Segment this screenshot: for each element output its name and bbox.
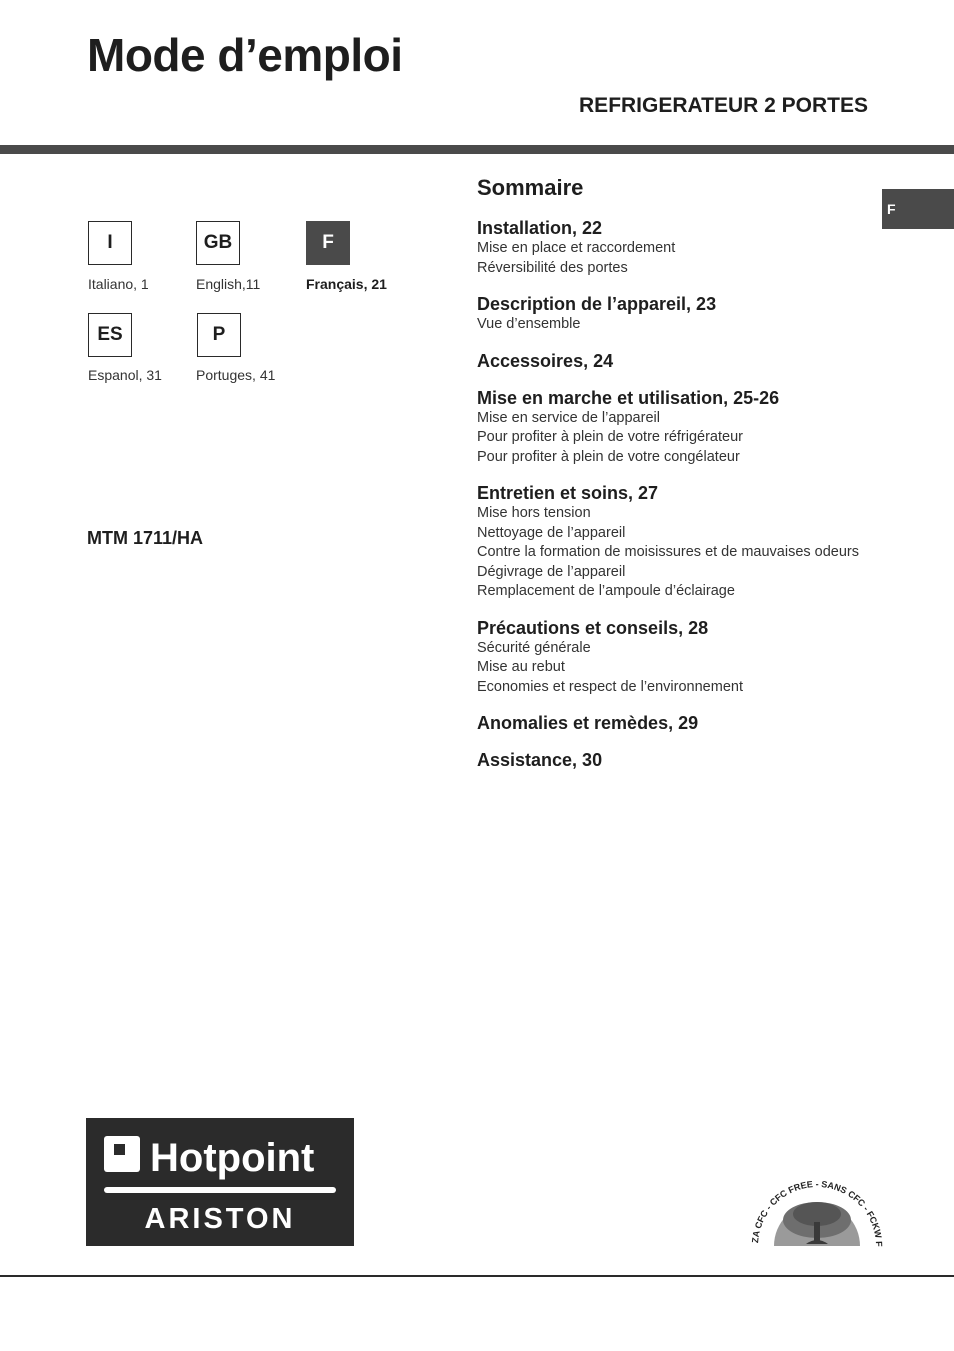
- toc-subitem: Mise en place et raccordement: [477, 240, 676, 256]
- page-title: Mode d’emploi: [87, 29, 403, 81]
- toc-subitem: Remplacement de l’ampoule d’éclairage: [477, 583, 735, 599]
- toc-section-description: [477, 293, 887, 335]
- language-box-english[interactable]: GB: [196, 221, 240, 265]
- language-caption-english: English,11: [196, 276, 261, 292]
- toc-heading[interactable]: Accessoires, 24: [477, 350, 614, 371]
- toc-subitem: Contre la formation de moisissures et de mauvaises odeurs: [477, 544, 860, 560]
- language-caption-portuguese: Portuges, 41: [196, 367, 276, 383]
- language-box-portuguese[interactable]: P: [197, 313, 241, 357]
- logo-line2: ARISTON: [144, 1203, 296, 1235]
- toc-section-assistance: [477, 749, 887, 771]
- toc-heading[interactable]: Mise en marche et utilisation, 25-26: [477, 387, 780, 408]
- toc-heading[interactable]: Anomalies et remèdes, 29: [477, 713, 699, 733]
- toc-subitem: Réversibilité des portes: [477, 259, 628, 276]
- toc-heading[interactable]: Précautions et conseils, 28: [477, 617, 709, 638]
- current-language-tab-label: F: [887, 201, 896, 217]
- toc-subitem: Mise en service de l’appareil: [477, 409, 660, 426]
- language-box-french[interactable]: F: [306, 221, 350, 265]
- hotpoint-ariston-logo: [86, 1118, 354, 1246]
- toc-title: Sommaire: [477, 175, 584, 200]
- language-caption-italian: Italiano, 1: [88, 276, 149, 292]
- cfc-free-badge: [744, 1170, 890, 1250]
- toc-heading[interactable]: Assistance, 30: [477, 750, 603, 770]
- toc-subitem: Pour profiter à plein de votre réfrigérateur: [477, 429, 743, 445]
- toc-subitem: Sécurité générale: [477, 639, 591, 656]
- logo-graphic: [86, 1118, 354, 1246]
- language-box-italian[interactable]: I: [88, 221, 132, 265]
- toc-heading[interactable]: Description de l’appareil, 23: [477, 294, 717, 314]
- toc-section-precautions: [477, 617, 887, 698]
- toc-subitem: Dégivrage de l’appareil: [477, 563, 626, 580]
- language-caption-french: Français, 21: [306, 276, 387, 292]
- toc-subitem: Nettoyage de l’appareil: [477, 524, 626, 541]
- toc-heading[interactable]: Entretien et soins, 27: [477, 483, 659, 503]
- model-number: MTM 1711/HA: [87, 528, 204, 548]
- toc-heading[interactable]: Installation, 22: [477, 218, 603, 238]
- toc-section-anomalies: [477, 712, 887, 734]
- toc-subitem: Mise hors tension: [477, 505, 591, 521]
- table-of-contents: [477, 175, 887, 786]
- toc-subitem: Economies et respect de l’environnement: [477, 678, 743, 695]
- cfc-badge-graphic: [744, 1170, 890, 1250]
- language-caption-spanish: Espanol, 31: [88, 367, 162, 383]
- toc-subitem: Vue d’ensemble: [477, 316, 581, 332]
- toc-section-entretien: [477, 482, 887, 602]
- toc-section-installation: [477, 217, 887, 278]
- toc-section-mise-en-marche: [477, 387, 887, 468]
- footer-divider: [0, 1275, 954, 1277]
- toc-section-accessoires: [477, 350, 887, 372]
- current-language-tab: [882, 189, 954, 229]
- language-box-spanish[interactable]: ES: [88, 313, 132, 357]
- cfc-badge-text: ZA CFC - CFC FREE - SANS CFC - FCKW F: [750, 1178, 885, 1247]
- header-divider: [0, 145, 954, 154]
- toc-subitem: Pour profiter à plein de votre congélateur: [477, 448, 740, 465]
- document-subtitle: REFRIGERATEUR 2 PORTES: [579, 94, 868, 117]
- logo-line1: Hotpoint: [150, 1136, 315, 1180]
- toc-subitem: Mise au rebut: [477, 659, 565, 675]
